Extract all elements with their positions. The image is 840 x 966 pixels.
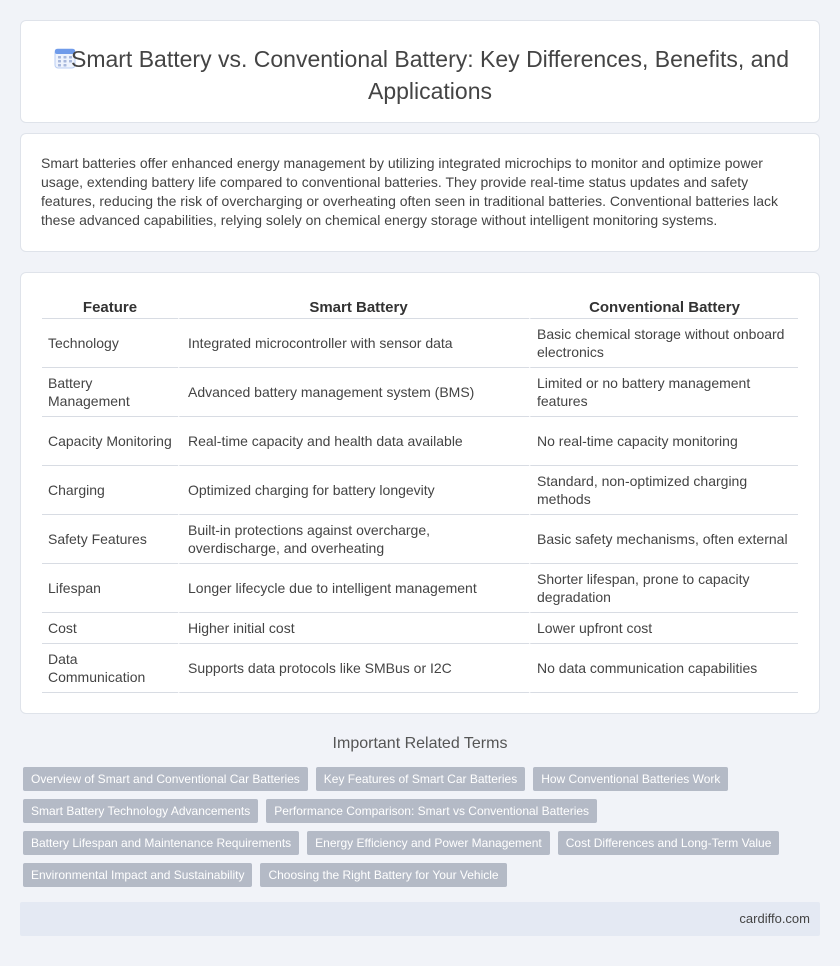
conventional-cell: Basic chemical storage without onboard electronics bbox=[529, 319, 798, 368]
header-feature: Feature bbox=[42, 295, 178, 319]
related-term-tag[interactable]: Environmental Impact and Sustainability bbox=[23, 863, 252, 887]
smart-cell: Advanced battery management system (BMS) bbox=[178, 368, 529, 417]
tag-row bbox=[23, 831, 813, 855]
table-row bbox=[42, 613, 798, 644]
related-term-tag[interactable]: Battery Lifespan and Maintenance Requirements bbox=[23, 831, 299, 855]
smart-cell: Optimized charging for battery longevity bbox=[178, 466, 529, 515]
smart-cell: Supports data protocols like SMBus or I2C bbox=[178, 644, 529, 693]
related-term-tag[interactable]: Cost Differences and Long-Term Value bbox=[558, 831, 780, 855]
table-header-row bbox=[42, 295, 798, 319]
conventional-cell: Standard, non-optimized charging methods bbox=[529, 466, 798, 515]
conventional-cell: Limited or no battery management features bbox=[529, 368, 798, 417]
related-term-tag[interactable]: Energy Efficiency and Power Management bbox=[307, 831, 550, 855]
summary-card bbox=[20, 133, 820, 252]
footer-site-link[interactable]: cardiffo.com bbox=[739, 911, 810, 926]
related-term-tag[interactable]: Smart Battery Technology Advancements bbox=[23, 799, 258, 823]
conventional-cell: Shorter lifespan, prone to capacity degradation bbox=[529, 564, 798, 613]
smart-cell: Integrated microcontroller with sensor data bbox=[178, 319, 529, 368]
related-term-tag[interactable]: Choosing the Right Battery for Your Vehicle bbox=[260, 863, 506, 887]
summary-paragraph: Smart batteries offer enhanced energy management by utilizing integrated microchips to monitor and optimize power usage, extending battery life compared to conventional batteries. They provide real-time status updates and safety features, reducing the risk of overcharging or overheating often seen in traditional batteries. Conventional batteries lack these advanced capabilities, relying solely on chemical energy storage without intelligent monitoring systems. bbox=[41, 155, 778, 228]
related-term-tag[interactable]: Key Features of Smart Car Batteries bbox=[316, 767, 525, 791]
smart-cell: Built-in protections against overcharge, overdischarge, and overheating bbox=[178, 515, 529, 564]
feature-cell: Charging bbox=[42, 466, 178, 515]
smart-cell: Real-time capacity and health data available bbox=[178, 417, 529, 466]
tag-row bbox=[23, 799, 813, 823]
table-row bbox=[42, 417, 798, 466]
related-term-tag[interactable]: Overview of Smart and Conventional Car Batteries bbox=[23, 767, 308, 791]
table-row bbox=[42, 466, 798, 515]
conventional-cell: No data communication capabilities bbox=[529, 644, 798, 693]
table-row bbox=[42, 368, 798, 417]
tag-row bbox=[23, 767, 813, 791]
table-row bbox=[42, 564, 798, 613]
smart-cell: Higher initial cost bbox=[178, 613, 529, 644]
table-row bbox=[42, 319, 798, 368]
related-terms-title: Important Related Terms bbox=[332, 735, 508, 752]
feature-cell: Technology bbox=[42, 319, 178, 368]
tag-row bbox=[23, 863, 813, 887]
table-row bbox=[42, 644, 798, 693]
feature-cell: Capacity Monitoring bbox=[42, 417, 178, 466]
related-term-tag[interactable]: Performance Comparison: Smart vs Conventional Batteries bbox=[266, 799, 597, 823]
header-smart-battery: Smart Battery bbox=[178, 295, 529, 319]
table-row bbox=[42, 515, 798, 564]
comparison-table bbox=[42, 295, 798, 693]
feature-cell: Data Communication bbox=[42, 644, 178, 693]
footer bbox=[20, 902, 820, 936]
feature-cell: Cost bbox=[42, 613, 178, 644]
page-title: Smart Battery vs. Conventional Battery: Key Differences, Benefits, and Applications bbox=[70, 46, 790, 104]
related-term-tag[interactable]: How Conventional Batteries Work bbox=[533, 767, 728, 791]
conventional-cell: Basic safety mechanisms, often external bbox=[529, 515, 798, 564]
related-terms-list bbox=[23, 767, 813, 895]
feature-cell: Battery Management bbox=[42, 368, 178, 417]
header-conventional-battery: Conventional Battery bbox=[529, 295, 798, 319]
conventional-cell: No real-time capacity monitoring bbox=[529, 417, 798, 466]
feature-cell: Safety Features bbox=[42, 515, 178, 564]
smart-cell: Longer lifecycle due to intelligent management bbox=[178, 564, 529, 613]
conventional-cell: Lower upfront cost bbox=[529, 613, 798, 644]
comparison-table-card bbox=[20, 272, 820, 714]
feature-cell: Lifespan bbox=[42, 564, 178, 613]
title-card bbox=[20, 20, 820, 123]
